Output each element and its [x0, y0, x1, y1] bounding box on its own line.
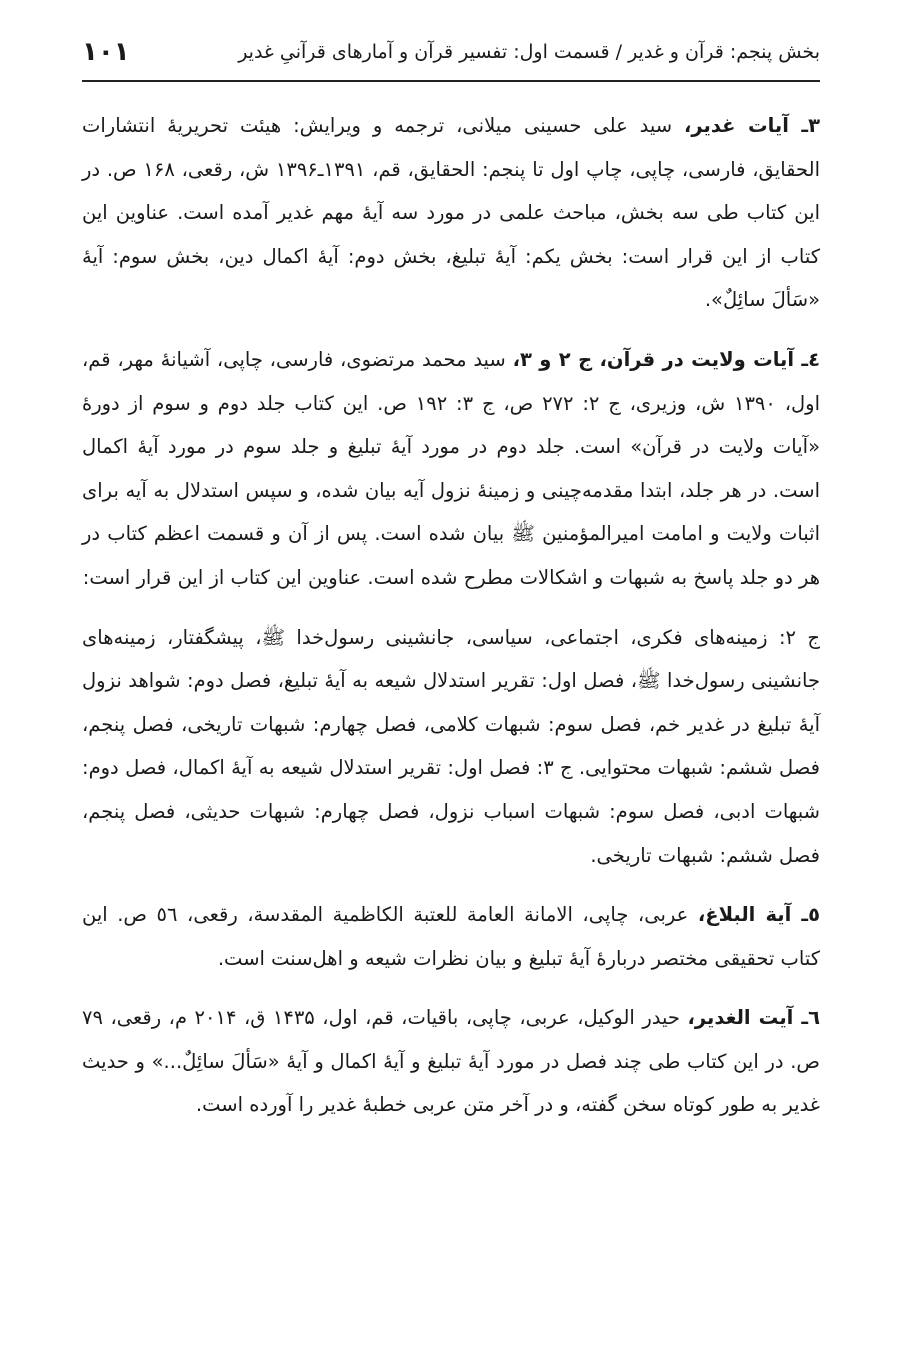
running-title: بخش پنجم: قرآن و غدیر / قسمت اول: تفسیر قرآن و آمارهای قرآنیِ غدیر [238, 41, 820, 63]
page-content [82, 104, 820, 1127]
entry-title: ٦ـ آیت الغدیر، [687, 1006, 820, 1030]
entry-title: ٤ـ آیات ولایت در قرآن، ج ۲ و ۳، [512, 347, 821, 371]
running-header [82, 30, 820, 82]
entry-body: سید علی حسینی میلانی، ترجمه و ویرایش: هیئت تحریریهٔ انتشارات الحقایق، فارسی، چاپی، چاپ اول تا پنجم: الحقایق، قم، ۱۳۹۱ـ۱۳۹۶ ش، رقعی، ۱۶۸ ص. در این کتاب طی سه بخش، مباحث علمی در مورد سه آیهٔ مهم غدیر آمده است. عناوین این کتاب از این قرار است: بخش یکم: آیهٔ تبلیغ، بخش دوم: آیهٔ اکمال دین، بخش سوم: آیهٔ «سَألَ سائِلٌ». [82, 114, 820, 312]
bibliography-entry-5 [82, 893, 820, 980]
entry-title: ۳ـ آیات غدیر، [684, 114, 820, 137]
bibliography-entry-3 [82, 104, 820, 322]
entry-4-contents-paragraph [82, 616, 820, 878]
entry-body: ج ۲: زمینه‌های فکری، اجتماعی، سیاسی، جانشینی رسول‌خدا ﷺ، پیشگفتار، زمینه‌های جانشینی رسول‌خدا ﷺ، فصل اول: تقریر استدلال شیعه به آیهٔ تبلیغ، فصل دوم: شواهد نزول آیهٔ تبلیغ در غدیر خم، فصل سوم: شبهات کلامی، فصل چهارم: شبهات تاریخی، فصل پنجم، فصل ششم: شبهات محتوایی. ج ۳: فصل اول: تقریر استدلال شیعه به آیهٔ اکمال، فصل دوم: شبهات ادبی، فصل سوم: شبهات اسباب نزول، فصل چهارم: شبهات حدیثی، فصل پنجم، فصل ششم: شبهات تاریخی. [82, 625, 820, 867]
entry-title: ٥ـ آیة البلاغ، [697, 903, 821, 927]
entry-body: حیدر الوکیل، عربی، چاپی، باقیات، قم، اول، ۱۴۳۵ ق، ۲۰۱۴ م، رقعی، ۷۹ ص. در این کتاب طی چند فصل در مورد آیهٔ تبلیغ و آیهٔ اکمال و آیهٔ «سَألَ سائِلٌ...» و حدیث غدیر به طور کوتاه سخن گفته، و در آخر متن عربی خطبهٔ غدیر را آورده است. [82, 1006, 820, 1117]
page-number: ۱۰۱ [82, 37, 130, 67]
bibliography-entry-4 [82, 338, 820, 600]
bibliography-entry-6 [82, 996, 820, 1127]
entry-body: سید محمد مرتضوی، فارسی، چاپی، آشیانهٔ مهر، قم، اول، ۱۳۹۰ ش، وزیری، ج ۲: ۲۷۲ ص، ج ۳: ۱۹۲ ص. این کتاب جلد دوم و سوم از دورهٔ «آیات ولایت در قرآن» است. جلد دوم در مورد آیهٔ تبلیغ و جلد سوم در مورد آیهٔ اکمال است. در هر جلد، ابتدا مقدمه‌چینی و زمینهٔ نزول آیه بیان شده، و سپس استدلال به آیه برای اثبات ولایت و امامت امیرالمؤمنین ﷺ بیان شده است. پس از آن و قسمت اعظم کتاب در هر دو جلد پاسخ به شبهات و اشکالات مطرح شده است. عناوین این کتاب از این قرار است: [82, 347, 821, 589]
entry-body: عربی، چاپی، الامانة العامة للعتبة الکاظمیة المقدسة، رقعی، ٥٦ ص. این کتاب تحقیقی مختصر دربارهٔ آیهٔ تبلیغ و بیان نظرات شیعه و اهل‌سنت است. [82, 903, 820, 970]
